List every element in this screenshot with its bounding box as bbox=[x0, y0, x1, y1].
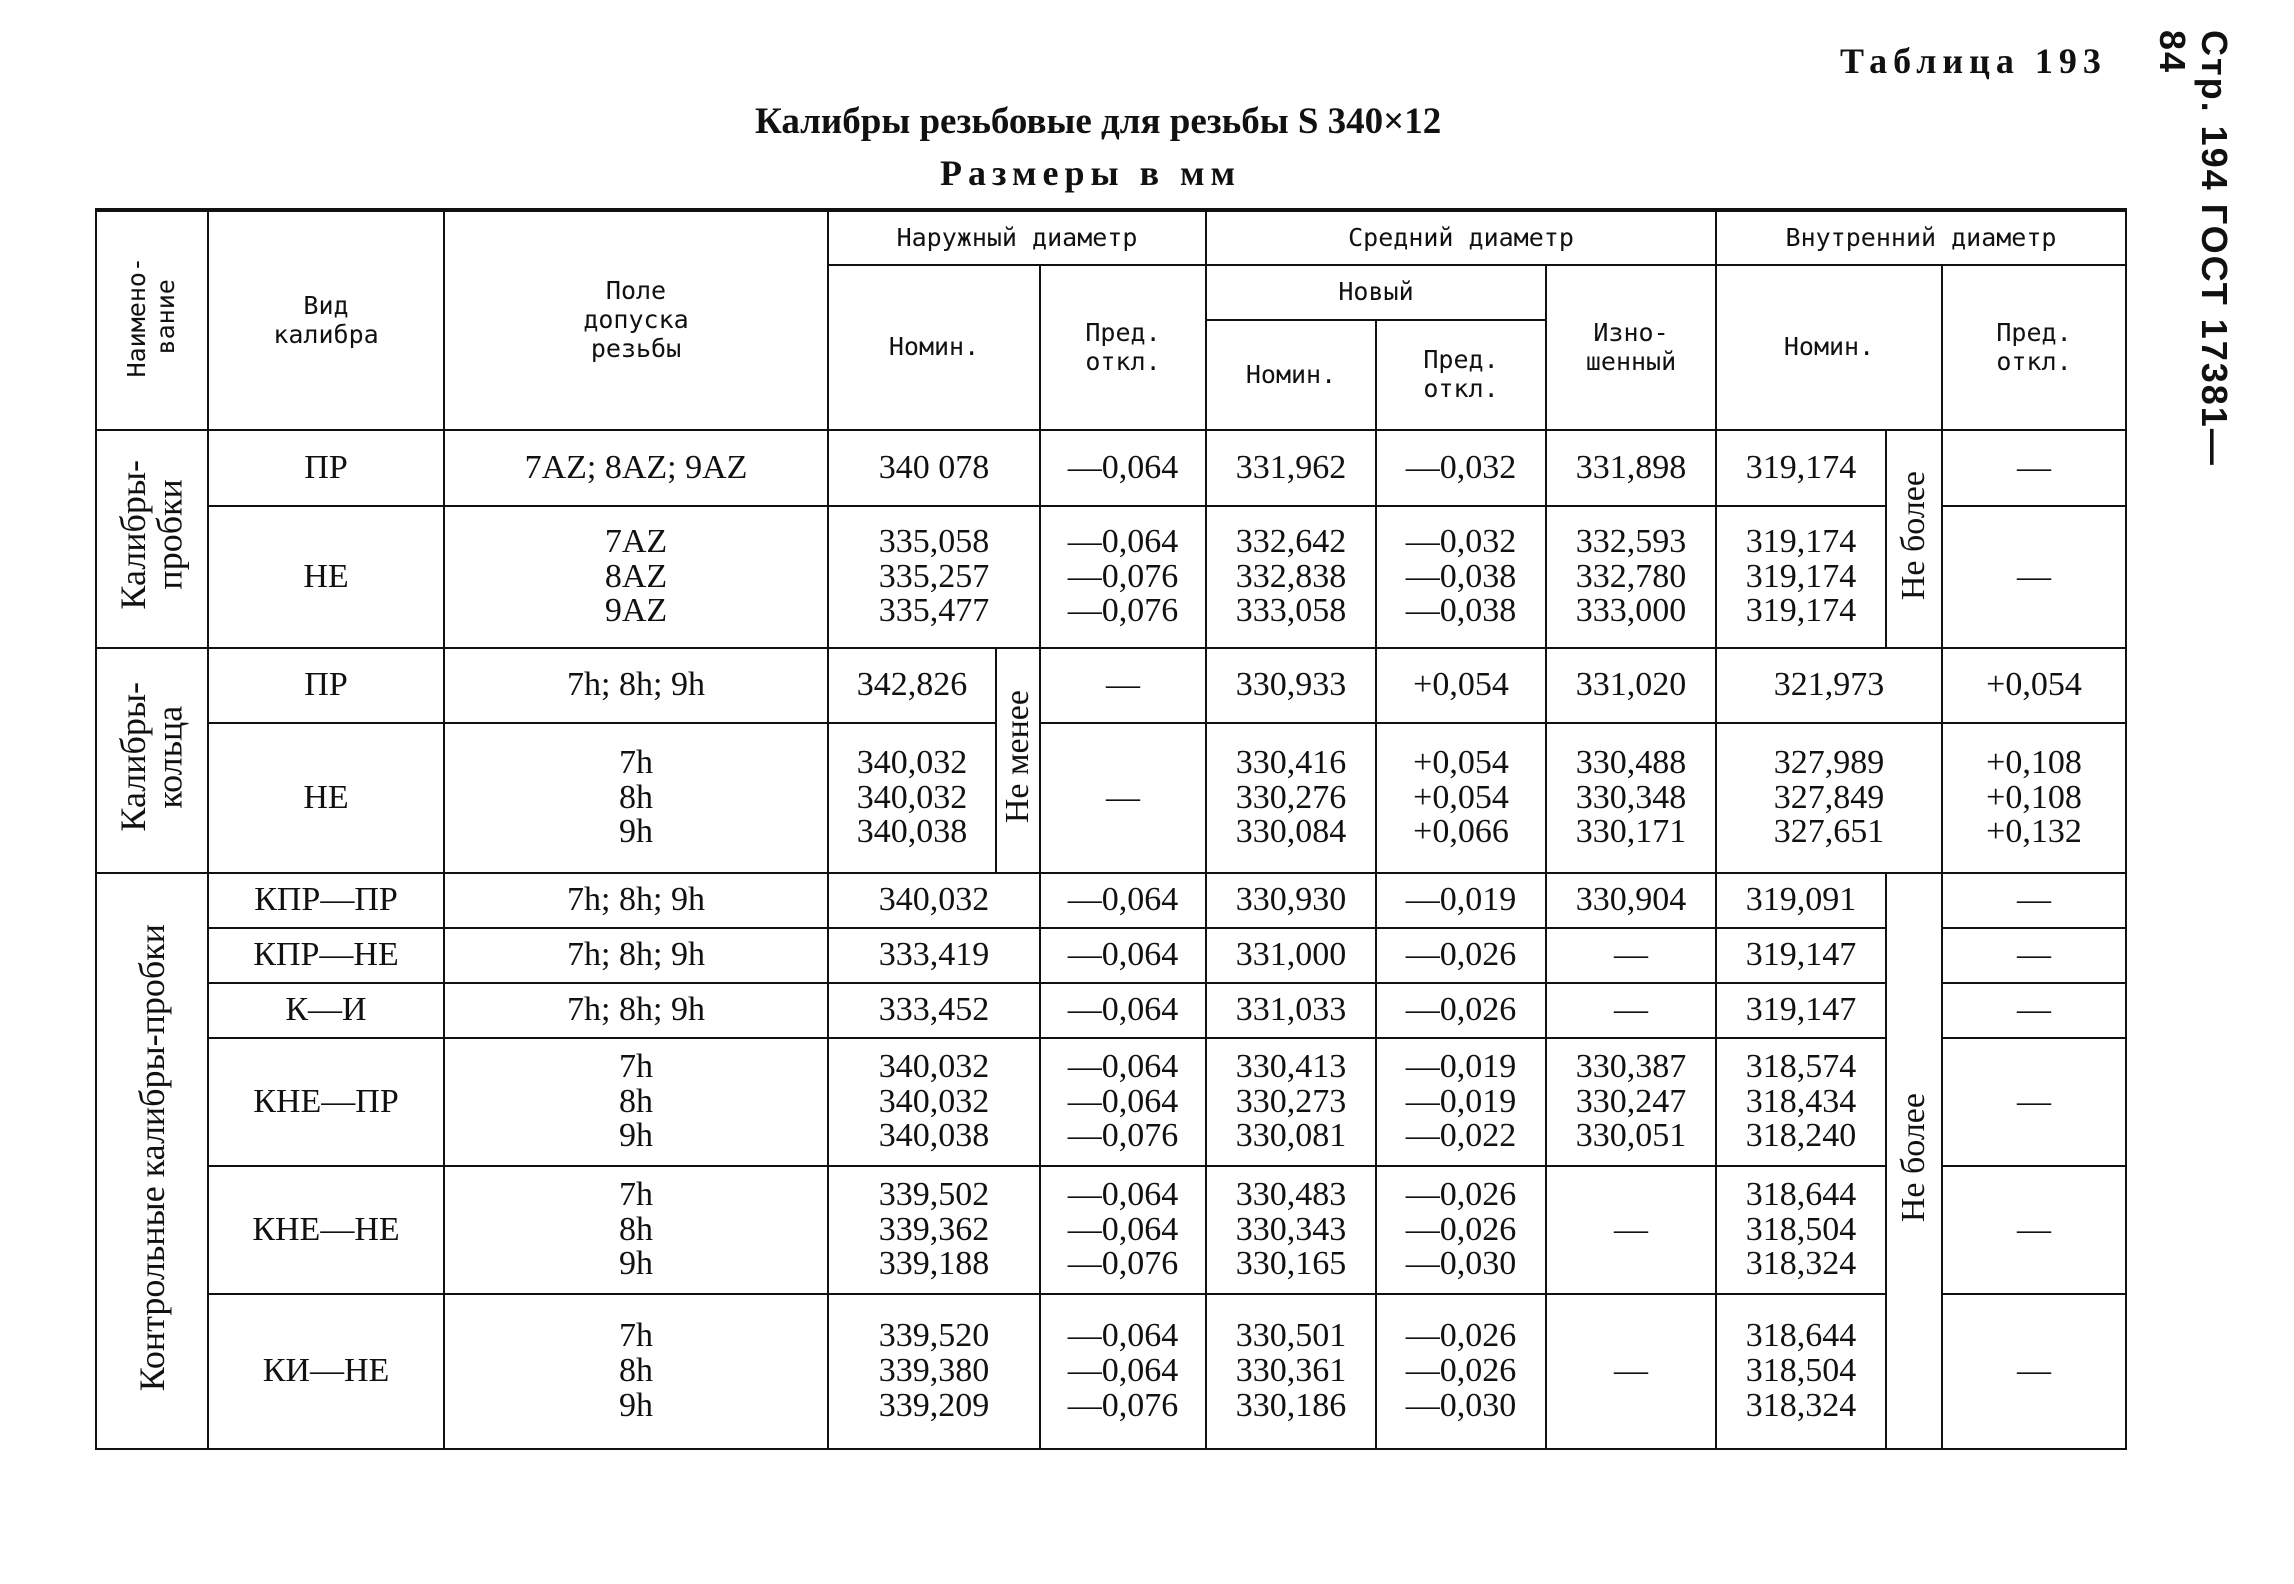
cell-worn: 331,020 bbox=[1546, 648, 1716, 723]
cell-middle-deviation: —0,032 bbox=[1376, 430, 1546, 506]
cell-gauge-type: НЕ bbox=[208, 723, 444, 873]
cell-tolerance-field: 7h; 8h; 9h bbox=[444, 873, 828, 928]
cell-inner-deviation: +0,108 +0,108 +0,132 bbox=[1942, 723, 2126, 873]
cell-outer-deviation: —0,064 —0,064 —0,076 bbox=[1040, 1166, 1206, 1294]
cell-outer-deviation: —0,064 bbox=[1040, 430, 1206, 506]
header-new: Новый bbox=[1206, 265, 1546, 320]
table-row bbox=[96, 648, 2126, 723]
cell-outer-nominal: 333,419 bbox=[828, 928, 1040, 983]
cell-outer-nominal: 340,032 340,032 340,038 bbox=[828, 1038, 1040, 1166]
table-row bbox=[96, 430, 2126, 506]
cell-inner-deviation: — bbox=[1942, 506, 2126, 648]
cell-tolerance-field: 7h 8h 9h bbox=[444, 1294, 828, 1449]
cell-gauge-type: КНЕ—НЕ bbox=[208, 1166, 444, 1294]
cell-inner-nominal: 319,147 bbox=[1716, 983, 1886, 1038]
cell-tolerance-field: 7h 8h 9h bbox=[444, 1166, 828, 1294]
cell-worn: 332,593 332,780 333,000 bbox=[1546, 506, 1716, 648]
cell-inner-deviation: — bbox=[1942, 928, 2126, 983]
cell-inner-deviation: +0,054 bbox=[1942, 648, 2126, 723]
cell-middle-nominal: 331,000 bbox=[1206, 928, 1376, 983]
cell-middle-deviation: +0,054 bbox=[1376, 648, 1546, 723]
cell-middle-nominal: 330,483 330,343 330,165 bbox=[1206, 1166, 1376, 1294]
cell-middle-nominal: 330,501 330,361 330,186 bbox=[1206, 1294, 1376, 1449]
cell-outer-deviation: — bbox=[1040, 723, 1206, 873]
cell-worn: — bbox=[1546, 1294, 1716, 1449]
header-inner-nominal: Номин. bbox=[1716, 265, 1942, 430]
table-row bbox=[96, 1294, 2126, 1449]
cell-middle-deviation: +0,054 +0,054 +0,066 bbox=[1376, 723, 1546, 873]
cell-gauge-type: ПР bbox=[208, 430, 444, 506]
cell-worn: — bbox=[1546, 928, 1716, 983]
cell-inner-nominal: 319,147 bbox=[1716, 928, 1886, 983]
table-row bbox=[96, 1038, 2126, 1166]
cell-gauge-type: КНЕ—ПР bbox=[208, 1038, 444, 1166]
header-outer-deviation: Пред. откл. bbox=[1040, 265, 1206, 430]
page-side-reference: Стр. 194 ГОСТ 17381—84 bbox=[2152, 30, 2235, 467]
cell-inner-deviation: — bbox=[1942, 873, 2126, 928]
cell-outer-deviation: —0,064 bbox=[1040, 928, 1206, 983]
header-middle-nominal: Номин. bbox=[1206, 320, 1376, 430]
cell-outer-nominal: 339,502 339,362 339,188 bbox=[828, 1166, 1040, 1294]
cell-middle-deviation: —0,026 —0,026 —0,030 bbox=[1376, 1166, 1546, 1294]
cell-inner-nominal: 318,644 318,504 318,324 bbox=[1716, 1294, 1886, 1449]
cell-gauge-type: КПР—ПР bbox=[208, 873, 444, 928]
cell-tolerance-field: 7h; 8h; 9h bbox=[444, 983, 828, 1038]
cell-inner-nominal: 319,174 bbox=[1716, 430, 1886, 506]
cell-tolerance-field: 7AZ; 8AZ; 9AZ bbox=[444, 430, 828, 506]
group-label-control: Контрольные калибры-пробки bbox=[96, 873, 208, 1449]
cell-inner-deviation: — bbox=[1942, 1038, 2126, 1166]
cell-outer-deviation: —0,064 bbox=[1040, 873, 1206, 928]
header-gauge-type: Вид калибра bbox=[208, 210, 444, 430]
cell-middle-nominal: 332,642 332,838 333,058 bbox=[1206, 506, 1376, 648]
cell-inner-nominal: 319,091 bbox=[1716, 873, 1886, 928]
marker-not-more-control: Не более bbox=[1886, 873, 1942, 1449]
cell-middle-deviation: —0,026 bbox=[1376, 928, 1546, 983]
cell-worn: 330,488 330,348 330,171 bbox=[1546, 723, 1716, 873]
table-row bbox=[96, 1166, 2126, 1294]
cell-inner-nominal: 327,989 327,849 327,651 bbox=[1716, 723, 1942, 873]
header-worn: Изно- шенный bbox=[1546, 265, 1716, 430]
cell-gauge-type: КИ—НЕ bbox=[208, 1294, 444, 1449]
cell-inner-nominal: 318,574 318,434 318,240 bbox=[1716, 1038, 1886, 1166]
header-tolerance-field: Поле допуска резьбы bbox=[444, 210, 828, 430]
cell-outer-deviation: —0,064 —0,064 —0,076 bbox=[1040, 1038, 1206, 1166]
cell-outer-deviation: —0,064 —0,076 —0,076 bbox=[1040, 506, 1206, 648]
cell-worn: 331,898 bbox=[1546, 430, 1716, 506]
header-outer-nominal: Номин. bbox=[828, 265, 1040, 430]
group-label-rings: Калибры- кольца bbox=[96, 648, 208, 873]
cell-middle-nominal: 330,933 bbox=[1206, 648, 1376, 723]
table-row bbox=[96, 983, 2126, 1038]
marker-not-less-rings: Не менее bbox=[996, 648, 1040, 873]
header-outer-diameter: Наружный диаметр bbox=[828, 210, 1206, 265]
cell-gauge-type: НЕ bbox=[208, 506, 444, 648]
table-caption: Таблица 193 bbox=[1840, 41, 2107, 81]
cell-tolerance-field: 7AZ 8AZ 9AZ bbox=[444, 506, 828, 648]
cell-middle-nominal: 330,416 330,276 330,084 bbox=[1206, 723, 1376, 873]
cell-outer-deviation: —0,064 —0,064 —0,076 bbox=[1040, 1294, 1206, 1449]
cell-outer-nominal: 340 078 bbox=[828, 430, 1040, 506]
cell-worn: — bbox=[1546, 983, 1716, 1038]
table-row bbox=[96, 723, 2126, 873]
cell-outer-deviation: — bbox=[1040, 648, 1206, 723]
cell-middle-nominal: 330,930 bbox=[1206, 873, 1376, 928]
cell-worn: 330,904 bbox=[1546, 873, 1716, 928]
header-inner-deviation: Пред. откл. bbox=[1942, 265, 2126, 430]
cell-gauge-type: КПР—НЕ bbox=[208, 928, 444, 983]
cell-inner-nominal: 321,973 bbox=[1716, 648, 1942, 723]
header-middle-diameter: Средний диаметр bbox=[1206, 210, 1716, 265]
cell-outer-deviation: —0,064 bbox=[1040, 983, 1206, 1038]
cell-outer-nominal: 333,452 bbox=[828, 983, 1040, 1038]
cell-worn: — bbox=[1546, 1166, 1716, 1294]
units-subtitle: Размеры в мм bbox=[940, 153, 1242, 193]
header-name: Наимено- вание bbox=[96, 210, 208, 430]
cell-gauge-type: ПР bbox=[208, 648, 444, 723]
table-title: Калибры резьбовые для резьбы S 340×12 bbox=[755, 101, 1442, 142]
gauge-dimensions-table bbox=[95, 208, 2127, 1450]
cell-middle-deviation: —0,032 —0,038 —0,038 bbox=[1376, 506, 1546, 648]
cell-middle-nominal: 331,962 bbox=[1206, 430, 1376, 506]
cell-inner-deviation: — bbox=[1942, 1294, 2126, 1449]
table-row bbox=[96, 506, 2126, 648]
cell-outer-nominal: 335,058 335,257 335,477 bbox=[828, 506, 1040, 648]
header-inner-diameter: Внутренний диаметр bbox=[1716, 210, 2126, 265]
cell-middle-deviation: —0,026 —0,026 —0,030 bbox=[1376, 1294, 1546, 1449]
cell-middle-deviation: —0,019 —0,019 —0,022 bbox=[1376, 1038, 1546, 1166]
cell-middle-deviation: —0,019 bbox=[1376, 873, 1546, 928]
cell-tolerance-field: 7h; 8h; 9h bbox=[444, 928, 828, 983]
cell-tolerance-field: 7h; 8h; 9h bbox=[444, 648, 828, 723]
cell-inner-deviation: — bbox=[1942, 430, 2126, 506]
cell-worn: 330,387 330,247 330,051 bbox=[1546, 1038, 1716, 1166]
cell-outer-nominal: 342,826 bbox=[828, 648, 996, 723]
cell-tolerance-field: 7h 8h 9h bbox=[444, 1038, 828, 1166]
cell-middle-nominal: 330,413 330,273 330,081 bbox=[1206, 1038, 1376, 1166]
cell-gauge-type: К—И bbox=[208, 983, 444, 1038]
cell-tolerance-field: 7h 8h 9h bbox=[444, 723, 828, 873]
cell-outer-nominal: 339,520 339,380 339,209 bbox=[828, 1294, 1040, 1449]
header-middle-deviation: Пред. откл. bbox=[1376, 320, 1546, 430]
cell-outer-nominal: 340,032 bbox=[828, 873, 1040, 928]
cell-inner-deviation: — bbox=[1942, 983, 2126, 1038]
cell-middle-nominal: 331,033 bbox=[1206, 983, 1376, 1038]
table-row bbox=[96, 873, 2126, 928]
marker-not-more-plugs: Не более bbox=[1886, 430, 1942, 648]
cell-middle-deviation: —0,026 bbox=[1376, 983, 1546, 1038]
cell-inner-deviation: — bbox=[1942, 1166, 2126, 1294]
group-label-plugs: Калибры- пробки bbox=[96, 430, 208, 648]
cell-inner-nominal: 318,644 318,504 318,324 bbox=[1716, 1166, 1886, 1294]
cell-outer-nominal: 340,032 340,032 340,038 bbox=[828, 723, 996, 873]
table-row bbox=[96, 928, 2126, 983]
cell-inner-nominal: 319,174 319,174 319,174 bbox=[1716, 506, 1886, 648]
